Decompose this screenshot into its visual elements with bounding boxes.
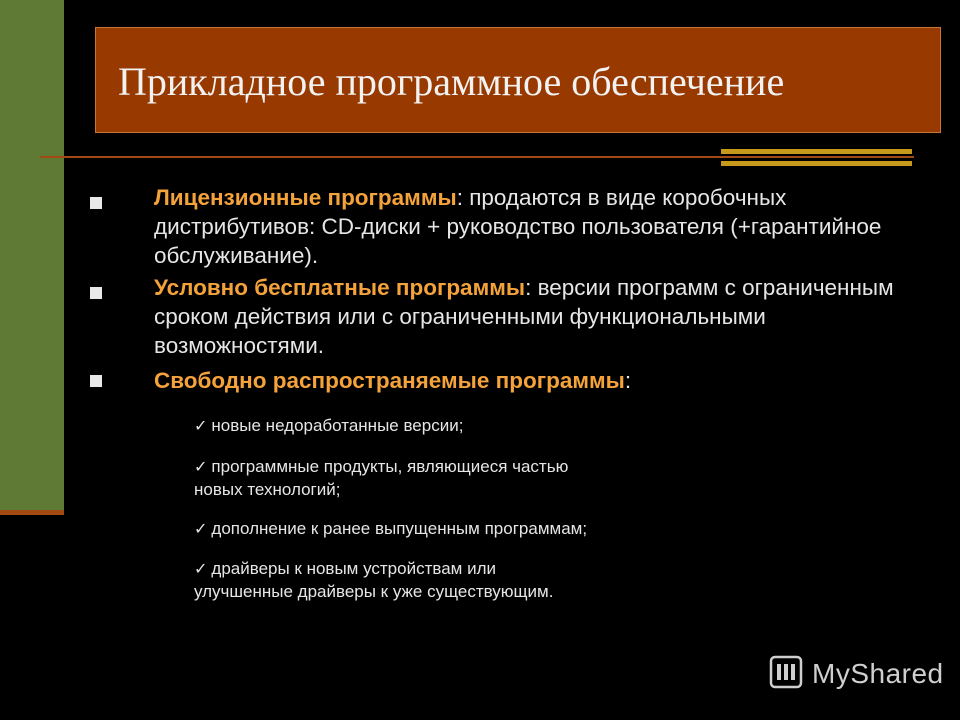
sub-item [194, 415, 714, 438]
mysharedata-icon [768, 654, 804, 695]
bullet-marker [90, 375, 102, 387]
bullet-marker [90, 287, 102, 299]
sub-item-line2: улучшенные драйверы к уже существующим. [194, 582, 554, 601]
bullet-shareware [154, 273, 924, 360]
bullet-freeware [154, 366, 924, 395]
checkmark-icon: ✓ [194, 561, 208, 578]
sub-item [194, 456, 714, 501]
bullet-licensed [154, 183, 924, 270]
watermark-text: MyShared [812, 658, 944, 689]
sub-item [194, 518, 714, 541]
watermark-logo [768, 654, 944, 694]
bullet-highlight: Свободно распространяемые программы [154, 368, 625, 393]
bullet-body: : [624, 368, 632, 393]
bullet-highlight: Лицензионные программы [154, 185, 457, 210]
sub-item [194, 558, 714, 603]
checkmark-icon: ✓ [194, 459, 208, 476]
side-decor-bar-edge [0, 510, 64, 515]
sub-item-line1: драйверы к новым устройствам или [211, 559, 496, 578]
sub-item-line1: новые недоработанные версии; [211, 416, 464, 435]
title-box [95, 27, 941, 133]
title-underline [40, 156, 914, 158]
side-decor-bar [0, 0, 64, 512]
checkmark-icon: ✓ [194, 521, 208, 538]
sub-item-line2: новых технологий; [194, 480, 341, 499]
accent-bar-bottom [721, 161, 912, 166]
sub-item-line1: дополнение к ранее выпущенным программам; [211, 519, 588, 538]
accent-bar-top [721, 149, 912, 154]
bullet-body: : продаются в виде коробочных дистрибутивов: CD-диски + руководство пользователя (+гарантийное обслуживание). [154, 185, 882, 268]
bullet-highlight: Условно бесплатные программы [154, 275, 526, 300]
checkmark-icon: ✓ [194, 418, 208, 435]
bullet-marker [90, 197, 102, 209]
slide-title: Прикладное программное обеспечение [118, 59, 785, 104]
sub-item-line1: программные продукты, являющиеся частью [211, 457, 569, 476]
bullet-body: : версии программ с ограниченным сроком действия или с ограниченными функциональными возможностями. [154, 275, 894, 358]
